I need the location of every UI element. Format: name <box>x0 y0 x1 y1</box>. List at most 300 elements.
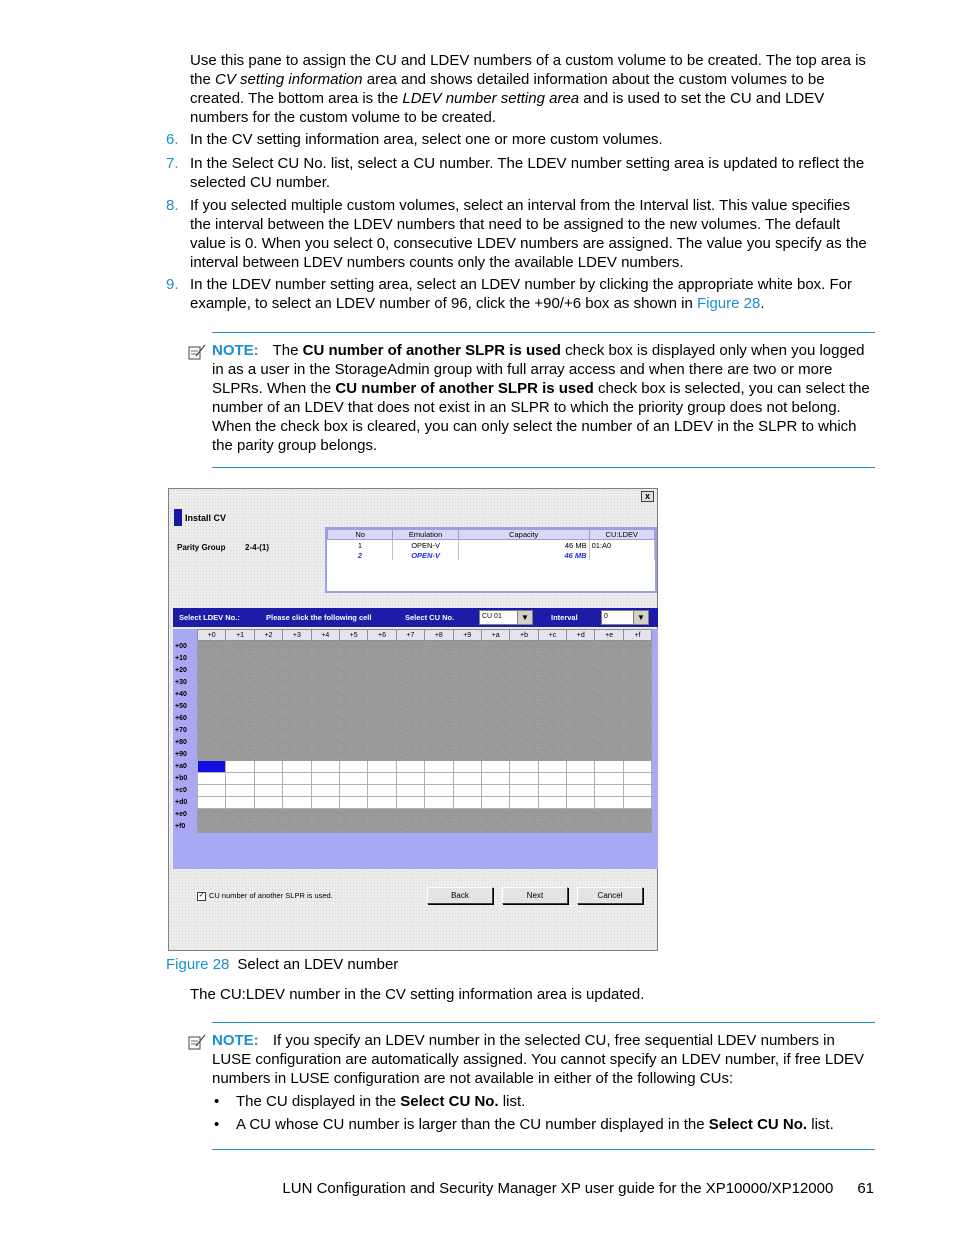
cv-cell: 46 MB <box>458 550 589 560</box>
after-text: The CU:LDEV number in the CV setting information area is updated. <box>190 986 645 1003</box>
ldev-cell[interactable] <box>453 797 481 809</box>
ldev-cell <box>595 737 623 749</box>
page-number: 61 <box>857 1180 874 1197</box>
ldev-cell <box>567 641 595 653</box>
note-label: NOTE: <box>212 342 259 359</box>
back-button[interactable]: Back <box>427 887 493 904</box>
note-rule-bottom <box>212 1149 875 1150</box>
ldev-cell[interactable] <box>226 773 254 785</box>
ldev-cell <box>226 689 254 701</box>
ldev-cell <box>368 749 396 761</box>
ldev-cell[interactable] <box>425 797 453 809</box>
note-rule-bottom <box>212 467 875 468</box>
ldev-cell <box>623 701 651 713</box>
ldev-cell <box>368 677 396 689</box>
ldev-cell <box>567 701 595 713</box>
note-icon <box>188 344 206 360</box>
ldev-cell <box>396 713 424 725</box>
ldev-cell <box>623 821 651 833</box>
ldev-cell[interactable] <box>198 785 226 797</box>
ldev-cell <box>481 689 509 701</box>
ldev-cell <box>311 653 339 665</box>
table-row[interactable] <box>328 550 655 560</box>
footer-title: LUN Configuration and Security Manager XP user guide for the XP10000/XP12000 <box>282 1180 834 1197</box>
ldev-cell[interactable] <box>567 785 595 797</box>
grid-row-header: +20 <box>175 667 187 674</box>
ldev-cell <box>311 713 339 725</box>
step-number: 9. <box>166 276 179 293</box>
grid-row-header: +50 <box>175 703 187 710</box>
figure-28-link[interactable]: Figure 28 <box>696 295 761 312</box>
ldev-cell <box>595 701 623 713</box>
grid-col-header: +3 <box>283 630 311 641</box>
ldev-cell <box>538 809 566 821</box>
ldev-cell <box>481 809 509 821</box>
ldev-cell[interactable] <box>283 797 311 809</box>
ldev-cell <box>226 713 254 725</box>
ldev-cell <box>623 665 651 677</box>
ldev-cell[interactable] <box>481 785 509 797</box>
ldev-cell[interactable] <box>538 773 566 785</box>
ldev-cell[interactable] <box>396 773 424 785</box>
ldev-cell <box>453 677 481 689</box>
grid-col-header: +4 <box>311 630 339 641</box>
ldev-cell <box>453 725 481 737</box>
ldev-cell <box>538 701 566 713</box>
ldev-cell <box>453 749 481 761</box>
ldev-cell <box>425 689 453 701</box>
ldev-cell <box>481 677 509 689</box>
ldev-cell <box>595 677 623 689</box>
ldev-number-setting-area <box>173 629 658 869</box>
ldev-cell <box>198 677 226 689</box>
ldev-cell <box>510 653 538 665</box>
ldev-cell <box>339 689 367 701</box>
ldev-cell[interactable] <box>623 773 651 785</box>
ldev-cell <box>254 713 282 725</box>
page-footer <box>282 1179 874 1198</box>
ldev-cell[interactable] <box>510 797 538 809</box>
checkbox-label: CU number of another SLPR is used. <box>209 891 333 900</box>
ldev-cell <box>311 677 339 689</box>
ldev-cell <box>453 701 481 713</box>
ldev-cell <box>226 725 254 737</box>
ldev-cell[interactable] <box>481 761 509 773</box>
grid-row-header: +90 <box>175 751 187 758</box>
table-row[interactable] <box>328 540 655 551</box>
ldev-cell <box>567 821 595 833</box>
ldev-cell <box>283 677 311 689</box>
ldev-cell <box>425 665 453 677</box>
cv-col-emulation[interactable]: Emulation <box>393 530 458 540</box>
ldev-cell <box>339 641 367 653</box>
grid-col-header: +c <box>538 630 566 641</box>
ldev-cell <box>510 821 538 833</box>
ldev-cell[interactable] <box>453 785 481 797</box>
note-rule-top <box>212 1022 875 1023</box>
ldev-cell <box>339 821 367 833</box>
note-1-text-3: check box is selected, you can select the number of an LDEV that does not exist in an SLPR to which the priority group does not belong. When the check box is cleared, you can only select the number of an LDEV in the SLPR to which the parity group belongs. <box>212 380 870 454</box>
ldev-cell <box>254 737 282 749</box>
ldev-cell <box>623 809 651 821</box>
ldev-cell <box>368 725 396 737</box>
ldev-cell <box>198 713 226 725</box>
grid-row-header: +80 <box>175 739 187 746</box>
ldev-cell[interactable] <box>283 785 311 797</box>
bullet-icon: • <box>214 1093 220 1110</box>
ldev-cell <box>623 749 651 761</box>
cv-col-culdev[interactable]: CU:LDEV <box>589 530 654 540</box>
ldev-cell <box>368 737 396 749</box>
ldev-cell[interactable] <box>311 785 339 797</box>
grid-col-header: +7 <box>396 630 424 641</box>
intro-text-2: area and shows detailed information about the custom volumes to be created. The bottom area is the <box>190 71 825 107</box>
ldev-cell <box>368 809 396 821</box>
ldev-cell[interactable] <box>339 761 367 773</box>
ldev-cell <box>567 689 595 701</box>
checkbox-icon[interactable]: ✓ <box>198 891 205 899</box>
intro-em-1: CV setting information <box>215 71 363 88</box>
ldev-cell[interactable] <box>368 761 396 773</box>
ldev-cell[interactable] <box>538 785 566 797</box>
ldev-cell <box>538 737 566 749</box>
ldev-cell <box>595 749 623 761</box>
ldev-cell <box>226 665 254 677</box>
ldev-cell[interactable] <box>311 761 339 773</box>
ldev-cell <box>368 689 396 701</box>
ldev-cell <box>510 665 538 677</box>
ldev-cell <box>623 653 651 665</box>
ldev-cell <box>538 641 566 653</box>
ldev-cell <box>396 749 424 761</box>
ldev-cell[interactable] <box>510 761 538 773</box>
note-1 <box>212 341 875 455</box>
ldev-cell <box>254 665 282 677</box>
ldev-cell <box>283 701 311 713</box>
parity-group-label: Parity Group <box>177 543 226 552</box>
ldev-cell <box>283 821 311 833</box>
ldev-cell[interactable] <box>425 761 453 773</box>
ldev-cell <box>254 821 282 833</box>
ldev-cell <box>481 653 509 665</box>
note-1-text-2: check box is displayed only when you logged in as a user in the StorageAdmin group with full array access and when there are two or more SLPRs. When the <box>212 342 865 397</box>
cu-slpr-checkbox[interactable] <box>197 891 333 901</box>
cv-setting-table <box>325 527 657 593</box>
ldev-cell <box>538 713 566 725</box>
ldev-cell <box>396 725 424 737</box>
interval-value: 0 <box>604 613 608 620</box>
grid-row-header: +a0 <box>175 763 187 770</box>
note-2 <box>212 1031 875 1088</box>
ldev-cell <box>538 689 566 701</box>
ldev-cell <box>198 665 226 677</box>
grid-row-header: +00 <box>175 643 187 650</box>
select-cu-dropdown[interactable] <box>479 610 533 625</box>
ldev-cell[interactable] <box>254 785 282 797</box>
ldev-cell <box>368 665 396 677</box>
ldev-cell[interactable] <box>538 761 566 773</box>
figure-title: Select an LDEV number <box>237 956 399 973</box>
ldev-cell[interactable] <box>510 785 538 797</box>
ldev-cell <box>396 689 424 701</box>
ldev-cell[interactable] <box>311 797 339 809</box>
ldev-select-bar <box>173 608 658 627</box>
ldev-cell[interactable] <box>396 761 424 773</box>
select-cu-label: Select CU No. <box>405 613 455 622</box>
next-button[interactable]: Next <box>502 887 568 904</box>
select-ldev-label: Select LDEV No.: <box>179 613 240 622</box>
bullet-text <box>236 1092 525 1111</box>
ldev-cell[interactable] <box>567 761 595 773</box>
ldev-cell <box>510 689 538 701</box>
grid-row-header: +f0 <box>175 823 186 830</box>
bullet-icon: • <box>214 1116 220 1133</box>
install-cv-window <box>168 488 658 951</box>
ldev-cell <box>538 677 566 689</box>
ldev-cell <box>198 701 226 713</box>
ldev-cell[interactable] <box>283 761 311 773</box>
ldev-cell <box>226 737 254 749</box>
ldev-cell[interactable] <box>595 785 623 797</box>
ldev-cell <box>538 665 566 677</box>
ldev-cell[interactable] <box>339 785 367 797</box>
ldev-cell <box>311 725 339 737</box>
ldev-cell <box>226 749 254 761</box>
ldev-cell <box>453 821 481 833</box>
ldev-cell[interactable] <box>283 773 311 785</box>
ldev-cell <box>311 665 339 677</box>
grid-col-header: +e <box>595 630 623 641</box>
ldev-cell <box>595 821 623 833</box>
ldev-cell <box>396 701 424 713</box>
ldev-cell <box>510 641 538 653</box>
ldev-cell <box>311 809 339 821</box>
grid-col-header: +0 <box>198 630 226 641</box>
ldev-cell <box>567 665 595 677</box>
ldev-cell[interactable] <box>368 773 396 785</box>
ldev-cell <box>283 725 311 737</box>
ldev-cell <box>254 689 282 701</box>
ldev-cell <box>368 713 396 725</box>
ldev-cell[interactable] <box>623 797 651 809</box>
intro-em-2: LDEV number setting area <box>402 90 580 107</box>
grid-col-header: +8 <box>425 630 453 641</box>
figure-number: Figure 28 <box>166 956 230 973</box>
ldev-cell[interactable] <box>311 773 339 785</box>
ldev-cell <box>623 725 651 737</box>
ldev-cell <box>623 641 651 653</box>
ldev-cell <box>425 725 453 737</box>
ldev-cell[interactable] <box>339 773 367 785</box>
ldev-cell[interactable] <box>396 797 424 809</box>
grid-row-header: +e0 <box>175 811 187 818</box>
ldev-cell[interactable] <box>623 785 651 797</box>
ldev-cell[interactable] <box>623 761 651 773</box>
ldev-cell <box>595 665 623 677</box>
title-marker <box>174 509 182 526</box>
ldev-cell <box>595 713 623 725</box>
ldev-cell[interactable] <box>481 773 509 785</box>
bullet-text <box>236 1115 834 1134</box>
note-2-text: If you specify an LDEV number in the selected CU, free sequential LDEV numbers in LUSE configuration are automatically assigned. You cannot specify an LDEV number, if free LDEV numbers in LUSE configuration are not available in either of the following CUs: <box>212 1032 865 1087</box>
chevron-down-icon[interactable]: ▼ <box>633 611 648 624</box>
ldev-cell[interactable] <box>481 797 509 809</box>
ldev-cell[interactable] <box>226 797 254 809</box>
ldev-cell <box>339 653 367 665</box>
ldev-cell[interactable] <box>453 773 481 785</box>
ldev-cell <box>283 665 311 677</box>
ldev-cell[interactable] <box>339 797 367 809</box>
ldev-cell[interactable] <box>567 773 595 785</box>
ldev-cell <box>425 677 453 689</box>
ldev-cell <box>481 713 509 725</box>
ldev-cell <box>595 653 623 665</box>
step-text: In the Select CU No. list, select a CU number. The LDEV number setting area is updated to reflect the selected CU number. <box>190 155 865 191</box>
grid-row-header: +30 <box>175 679 187 686</box>
ldev-cell <box>198 821 226 833</box>
ldev-cell <box>567 677 595 689</box>
ldev-cell[interactable] <box>254 797 282 809</box>
cv-col-capacity[interactable]: Capacity <box>458 530 589 540</box>
ldev-cell <box>254 677 282 689</box>
ldev-cell <box>510 725 538 737</box>
ldev-cell <box>595 809 623 821</box>
ldev-cell[interactable] <box>198 773 226 785</box>
cv-cell: 01:A0 <box>589 540 654 551</box>
ldev-cell <box>198 809 226 821</box>
bullet-2-pre: A CU whose CU number is larger than the CU number displayed in the <box>236 1116 705 1133</box>
ldev-cell <box>538 821 566 833</box>
ldev-cell <box>339 749 367 761</box>
ldev-cell <box>510 749 538 761</box>
ldev-cell <box>453 653 481 665</box>
interval-dropdown[interactable] <box>601 610 649 625</box>
ldev-cell <box>425 713 453 725</box>
ldev-cell <box>396 641 424 653</box>
ldev-cell <box>510 737 538 749</box>
ldev-cell <box>595 641 623 653</box>
cv-cell: OPEN-V <box>393 550 458 560</box>
ldev-cell <box>623 713 651 725</box>
ldev-cell <box>254 809 282 821</box>
ldev-cell <box>339 701 367 713</box>
ldev-cell <box>339 737 367 749</box>
ldev-cell[interactable] <box>226 785 254 797</box>
ldev-cell[interactable] <box>453 761 481 773</box>
step-text <box>190 275 875 313</box>
ldev-cell <box>339 665 367 677</box>
note-1-bold-1: CU number of another SLPR is used <box>302 342 561 359</box>
step-number: 7. <box>166 155 179 172</box>
ldev-cell[interactable] <box>425 773 453 785</box>
ldev-cell <box>254 725 282 737</box>
chevron-down-icon[interactable]: ▼ <box>517 611 532 624</box>
ldev-cell[interactable] <box>595 773 623 785</box>
ldev-cell <box>254 653 282 665</box>
ldev-cell[interactable] <box>254 773 282 785</box>
please-click-label: Please click the following cell <box>266 613 372 622</box>
ldev-cell <box>283 641 311 653</box>
ldev-cell <box>396 665 424 677</box>
ldev-cell[interactable] <box>226 761 254 773</box>
ldev-cell <box>425 653 453 665</box>
ldev-cell <box>198 641 226 653</box>
ldev-cell[interactable] <box>368 797 396 809</box>
ldev-cell <box>510 713 538 725</box>
cancel-button[interactable]: Cancel <box>577 887 643 904</box>
ldev-cell <box>425 749 453 761</box>
note-1-text-1: The <box>272 342 299 359</box>
ldev-cell[interactable] <box>595 761 623 773</box>
ldev-cell <box>567 725 595 737</box>
ldev-cell[interactable] <box>538 797 566 809</box>
ldev-cell[interactable] <box>198 797 226 809</box>
bullet-1-bold: Select CU No. <box>400 1093 499 1110</box>
ldev-cell[interactable] <box>425 785 453 797</box>
step-9-text: In the LDEV number setting area, select an LDEV number by clicking the appropriate white box. For example, to select an LDEV number of 96, click the +90/+6 box as shown in <box>190 276 853 312</box>
interval-label: Interval <box>551 613 578 622</box>
grid-col-header: +9 <box>453 630 481 641</box>
note-1-bold-2: CU number of another SLPR is used <box>335 380 594 397</box>
cv-cell: 46 MB <box>458 540 589 551</box>
ldev-cell <box>481 665 509 677</box>
cv-col-no[interactable]: No <box>328 530 393 540</box>
step-number: 8. <box>166 197 179 214</box>
ldev-cell <box>198 689 226 701</box>
bullet-1-pre: The CU displayed in the <box>236 1093 397 1110</box>
ldev-cell <box>368 641 396 653</box>
ldev-cell <box>481 749 509 761</box>
ldev-cell <box>283 689 311 701</box>
ldev-cell <box>453 737 481 749</box>
ldev-cell[interactable] <box>396 785 424 797</box>
ldev-cell[interactable] <box>595 797 623 809</box>
ldev-cell[interactable] <box>567 797 595 809</box>
ldev-cell <box>254 749 282 761</box>
ldev-cell <box>283 737 311 749</box>
ldev-cell <box>567 653 595 665</box>
ldev-cell <box>226 701 254 713</box>
step-9-tail: . <box>760 295 765 312</box>
ldev-cell[interactable] <box>368 785 396 797</box>
bullet-2-post: list. <box>811 1116 834 1133</box>
parity-group-value: 2-4-(1) <box>245 543 270 552</box>
ldev-cell <box>283 809 311 821</box>
ldev-cell <box>425 809 453 821</box>
ldev-cell <box>453 713 481 725</box>
ldev-cell <box>510 809 538 821</box>
ldev-cell <box>425 821 453 833</box>
ldev-cell <box>510 677 538 689</box>
ldev-cell[interactable] <box>510 773 538 785</box>
ldev-cell <box>481 725 509 737</box>
ldev-cell <box>453 809 481 821</box>
ldev-cell <box>453 665 481 677</box>
ldev-cell-selected[interactable] <box>198 761 226 773</box>
grid-row-header: +40 <box>175 691 187 698</box>
ldev-cell <box>311 749 339 761</box>
ldev-cell <box>538 653 566 665</box>
grid-col-header: +d <box>567 630 595 641</box>
ldev-cell[interactable] <box>254 761 282 773</box>
ldev-cell <box>226 809 254 821</box>
ldev-cell <box>339 677 367 689</box>
close-icon[interactable]: x <box>641 491 654 502</box>
grid-row-header: +b0 <box>175 775 188 782</box>
select-cu-value: CU 01 <box>482 613 502 620</box>
ldev-cell <box>481 821 509 833</box>
cv-cell <box>589 550 654 560</box>
